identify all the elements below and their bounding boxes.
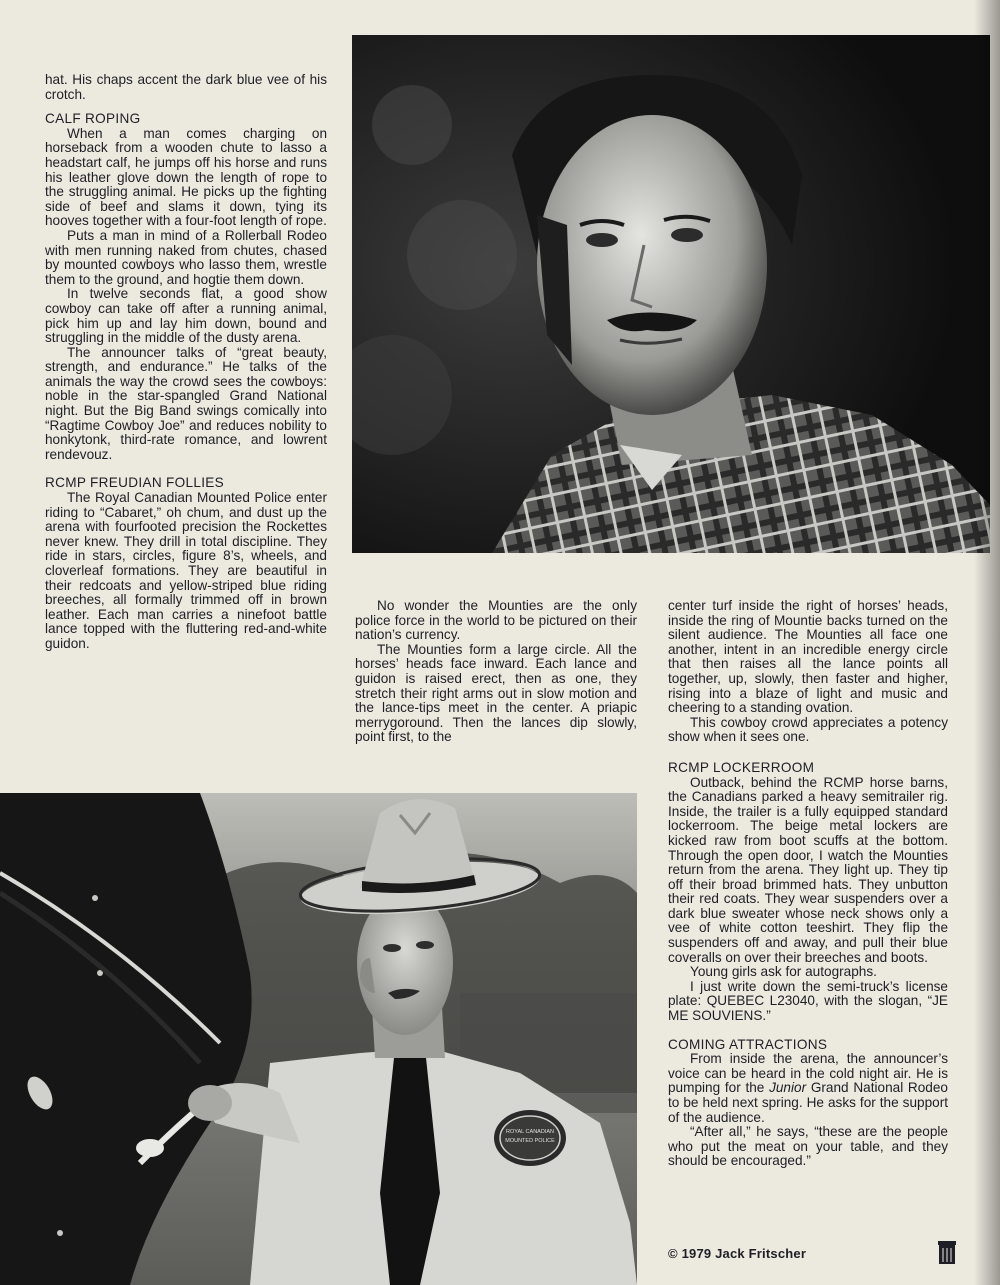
photo-rcmp-officer (0, 793, 637, 1285)
column-left (45, 73, 327, 652)
photo-rcmp-officer-image (0, 793, 637, 1285)
copyright-notice: © 1979 Jack Fritscher (668, 1246, 807, 1261)
section-heading-calf-roping: CALF ROPING (45, 111, 141, 127)
italic-word: Junior (769, 1080, 807, 1096)
badge-text-line2: MOUNTED POLICE (505, 1138, 555, 1144)
section-heading-coming-attractions: COMING ATTRACTIONS (668, 1036, 828, 1052)
paragraph: Outback, behind the RCMP horse barns, the Canadians parked a heavy semitrailer rig. Inside, the trailer is a fully equipped standard lockerroom. The beige metal lockers are kicked raw from boot scuffs at the bottom. Through the open door, I watch the Mounties return from the arena. They light up. They tip off their broad brimmed hats. They unbutton their red coats. They wear suspenders over a dark blue sweater whose neck shows only a vee of white cotton teeshirt. They flip the suspenders off and away, and pull their blue coveralls on over their breeches and boots. (668, 774, 948, 965)
column-right (668, 599, 948, 1169)
paragraph: The announcer talks of “great beauty, strength, and endurance.” He talks of the animals the way the crowd sees the cowboys: noble in the star-spangled Grand National night. But the Big Band swings comically into “Ragtime Cowboy Joe” and reduces nobility to honkytonk, third-rate romance, and lowrent rendevouz. (45, 344, 327, 462)
paragraph (668, 1052, 948, 1125)
photo-cowboy-portrait-image (352, 35, 990, 553)
column-middle (355, 599, 637, 745)
paragraph: Puts a man in mind of a Rollerball Rodeo with men running naked from chutes, chased by mounted cowboys who lasso them, wrestle them to the ground, and hogtie them down. (45, 227, 327, 287)
text-run: From inside the arena, the announcer’s voice can be heard in the cold night air. He is pumping for the (668, 1051, 948, 1096)
section-heading-rcmp-lockerroom: RCMP LOCKERROOM (668, 759, 815, 775)
paragraph: The Mounties form a large circle. All the horses’ heads face inward. Each lance and guidon is raised erect, then as one, they stretch their right arms out in slow motion and the lance-tips meet in the center. A priapic merrygoround. Then the lances dip slowly, point first, to the (355, 641, 637, 745)
paragraph: No wonder the Mounties are the only police force in the world to be pictured on their nation’s currency. (355, 598, 637, 643)
paragraph: This cowboy crowd appreciates a potency show when it sees one. (668, 714, 948, 745)
section-heading-rcmp-freudian-follies: RCMP FREUDIAN FOLLIES (45, 475, 225, 491)
rcmp-shoulder-badge (494, 1110, 566, 1166)
paragraph: center turf inside the right of horses’ heads, inside the ring of Mountie backs turned on the silent audience. The Mounties all face one another, intent in an incredible energy circle that then raises all the lance points all together, up, slowly, then faster and higher, rising into a blaze of light and music and cheering to a standing ovation. (668, 598, 948, 716)
paragraph: I just write down the semi-truck’s license plate: QUEBEC L23040, with the slogan, “JE ME SOUVIENS.” (668, 978, 948, 1024)
magazine-logo-icon (936, 1240, 958, 1266)
paragraph: Young girls ask for autographs. (690, 964, 877, 980)
photo-cowboy-portrait (352, 35, 990, 553)
paragraph: The Royal Canadian Mounted Police enter riding to “Cabaret,” oh chum, and dust up the arena with fourfooted precision the Rockettes never knew. They drill in total discipline. They ride in stars, circles, figure 8’s, wheels, and cloverleaf formations. They are beautiful in their redcoats and yellow-striped blue riding breeches, all formally trimmed off in brown leather. Each man carries a ninefoot battle lance topped with the fluttering red-and-white guidon. (45, 490, 327, 651)
badge-text-line1: ROYAL CANADIAN (506, 1129, 554, 1135)
paragraph: “After all,” he says, “these are the people who put the meat on your table, and they should be encouraged.” (668, 1124, 948, 1169)
paragraph: When a man comes charging on horseback from a wooden chute to lasso a headstart calf, he jumps off his horse and runs his leather glove down the length of rope to the struggling animal. He picks up the fighting side of beef and slams it down, tying its hooves together with a four-foot length of rope. (45, 125, 327, 229)
text-run: Grand National Rodeo to be held next spring. He asks for the support of the audience. (668, 1080, 948, 1125)
paragraph: hat. His chaps accent the dark blue vee of his crotch. (45, 72, 327, 102)
paragraph: In twelve seconds flat, a good show cowboy can take off after a running animal, pick him up and lay him down, bound and struggling in the middle of the dusty arena. (45, 286, 327, 346)
page-edge-shadow (974, 0, 1000, 1285)
